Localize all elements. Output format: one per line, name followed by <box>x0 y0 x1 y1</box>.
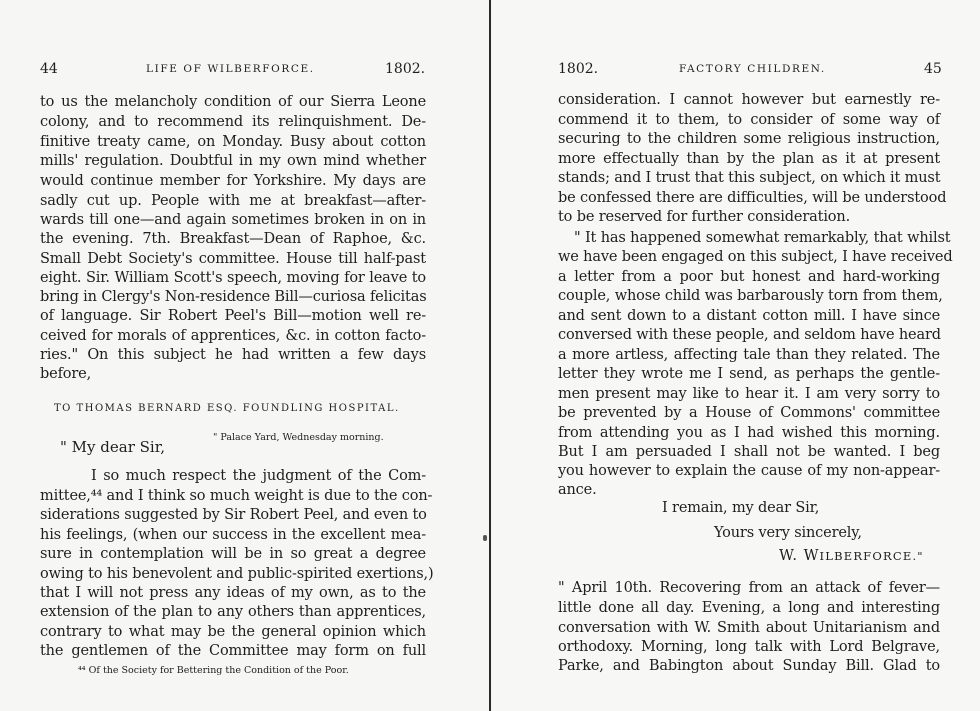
right-page-header <box>492 61 980 81</box>
text-line: be prevented by a House of Commons' committee <box>558 405 940 421</box>
text-line: would continue member for Yorkshire. My days are <box>40 173 426 189</box>
text-line: I so much respect the judgment of the Com- <box>91 468 426 484</box>
text-line: colony, and to recommend its relinquishment. De- <box>40 114 426 130</box>
right-year: 1802. <box>558 61 599 77</box>
text-line: commend it to them, to consider of some way of <box>558 112 940 128</box>
left-year: 1802. <box>385 61 426 77</box>
left-page-number: 44 <box>40 61 58 77</box>
text-line: siderations suggested by Sir Robert Peel, and even to <box>40 507 427 523</box>
text-line: finitive treaty came, on Monday. Busy about cotton <box>40 134 426 150</box>
letter-dateline: " Palace Yard, Wednesday morning. <box>213 432 384 443</box>
book-spine <box>489 0 491 711</box>
text-line: and sent down to a distant cotton mill. I have since <box>558 308 940 324</box>
text-line: mittee,⁴⁴ and I think so much weight is due to the con- <box>40 488 433 504</box>
text-line: the evening. 7th. Breakfast—Dean of Raphoe, &c. <box>40 231 426 247</box>
text-line: before, <box>40 366 92 382</box>
text-line: ceived for morals of apprentices, &c. in cotton facto- <box>40 328 426 344</box>
text-line: the gentlemen of the Committee may form on full <box>40 643 426 659</box>
right-page-number: 45 <box>924 61 942 77</box>
text-line: conversation with W. Smith about Unitarianism and <box>558 620 940 636</box>
text-line: " April 10th. Recovering from an attack of fever— <box>558 580 940 596</box>
text-line: Parke, and Babington about Sunday Bill. Glad to <box>558 658 940 674</box>
text-line: a letter from a poor but honest and hard-working <box>558 269 940 285</box>
text-line: you however to explain the cause of my non-appear- <box>558 463 940 479</box>
text-line: from attending you as I had wished this morning. <box>558 425 940 441</box>
text-line: letter they wrote me I send, as perhaps the gentle- <box>558 366 940 382</box>
text-line: that I will not press any ideas of my own, as to the <box>40 585 426 601</box>
text-line: stands; and I trust that this subject, on which it must <box>558 170 941 186</box>
left-running-title: LIFE OF WILBERFORCE. <box>146 63 315 75</box>
letter-salutation: " My dear Sir, <box>60 438 165 456</box>
text-line: be confessed there are difficulties, will be understood <box>558 190 947 206</box>
text-line: eight. Sir. William Scott's speech, moving for leave to <box>40 270 426 286</box>
text-line: to be reserved for further consideration. <box>558 209 851 225</box>
ink-mark <box>483 535 487 541</box>
text-line: wards till one—and again sometimes broken in on in <box>40 212 426 228</box>
right-running-title: FACTORY CHILDREN. <box>679 63 826 75</box>
text-line: contrary to what may be the general opinion which <box>40 624 426 640</box>
text-line: to us the melancholy condition of our Sierra Leone <box>40 94 426 110</box>
text-line: of language. Sir Robert Peel's Bill—motion well re- <box>40 308 426 324</box>
signature <box>779 548 924 564</box>
text-line: ance. <box>558 482 597 498</box>
right-page <box>492 0 980 711</box>
text-line: extension of the plan to any others than apprentices, <box>40 604 426 620</box>
text-line: bring in Clergy's Non-residence Bill—curiosa felicitas <box>40 289 427 305</box>
text-line: But I am persuaded I shall not be wanted. I beg <box>558 444 940 460</box>
closing-line-2: Yours very sincerely, <box>714 525 862 541</box>
text-line: we have been engaged on this subject, I have received <box>558 249 953 265</box>
text-line: orthodoxy. Morning, long talk with Lord Belgrave, <box>558 639 940 655</box>
text-line: mills' regulation. Doubtful in my own mind whether <box>40 153 426 169</box>
text-line: more effectually than by the plan as it at present <box>558 151 940 167</box>
text-line: a more artless, affecting tale than they related. The <box>558 347 940 363</box>
signature-rest: ILBERFORCE." <box>819 549 924 563</box>
text-line: securing to the children some religious instruction, <box>558 131 940 147</box>
text-line: couple, whose child was barbarously torn from them, <box>558 288 943 304</box>
text-line: men present may like to hear it. I am very sorry to <box>558 386 940 402</box>
letter-address: TO THOMAS BERNARD ESQ. FOUNDLING HOSPITAL. <box>54 403 400 414</box>
text-line: consideration. I cannot however but earnestly re- <box>558 92 940 108</box>
text-line: his feelings, (when our success in the excellent mea- <box>40 527 426 543</box>
text-line: sure in contemplation will be in so great a degree <box>40 546 426 562</box>
text-line: sadly cut up. People with me at breakfast—after- <box>40 193 426 209</box>
text-line: conversed with these people, and seldom have heard <box>558 327 941 343</box>
footnote: ⁴⁴ Of the Society for Bettering the Condition of the Poor. <box>78 665 349 676</box>
text-line: owing to his benevolent and public-spirited exertions,) <box>40 566 434 582</box>
text-line: little done all day. Evening, a long and interesting <box>558 600 940 616</box>
text-line: Small Debt Society's committee. House till half-past <box>40 251 426 267</box>
signature-initial: W. W <box>779 548 820 564</box>
left-page-header <box>0 61 490 81</box>
text-line: " It has happened somewhat remarkably, that whilst <box>574 230 951 246</box>
closing-line-1: I remain, my dear Sir, <box>662 500 820 516</box>
text-line: ries." On this subject he had written a few days <box>40 347 426 363</box>
